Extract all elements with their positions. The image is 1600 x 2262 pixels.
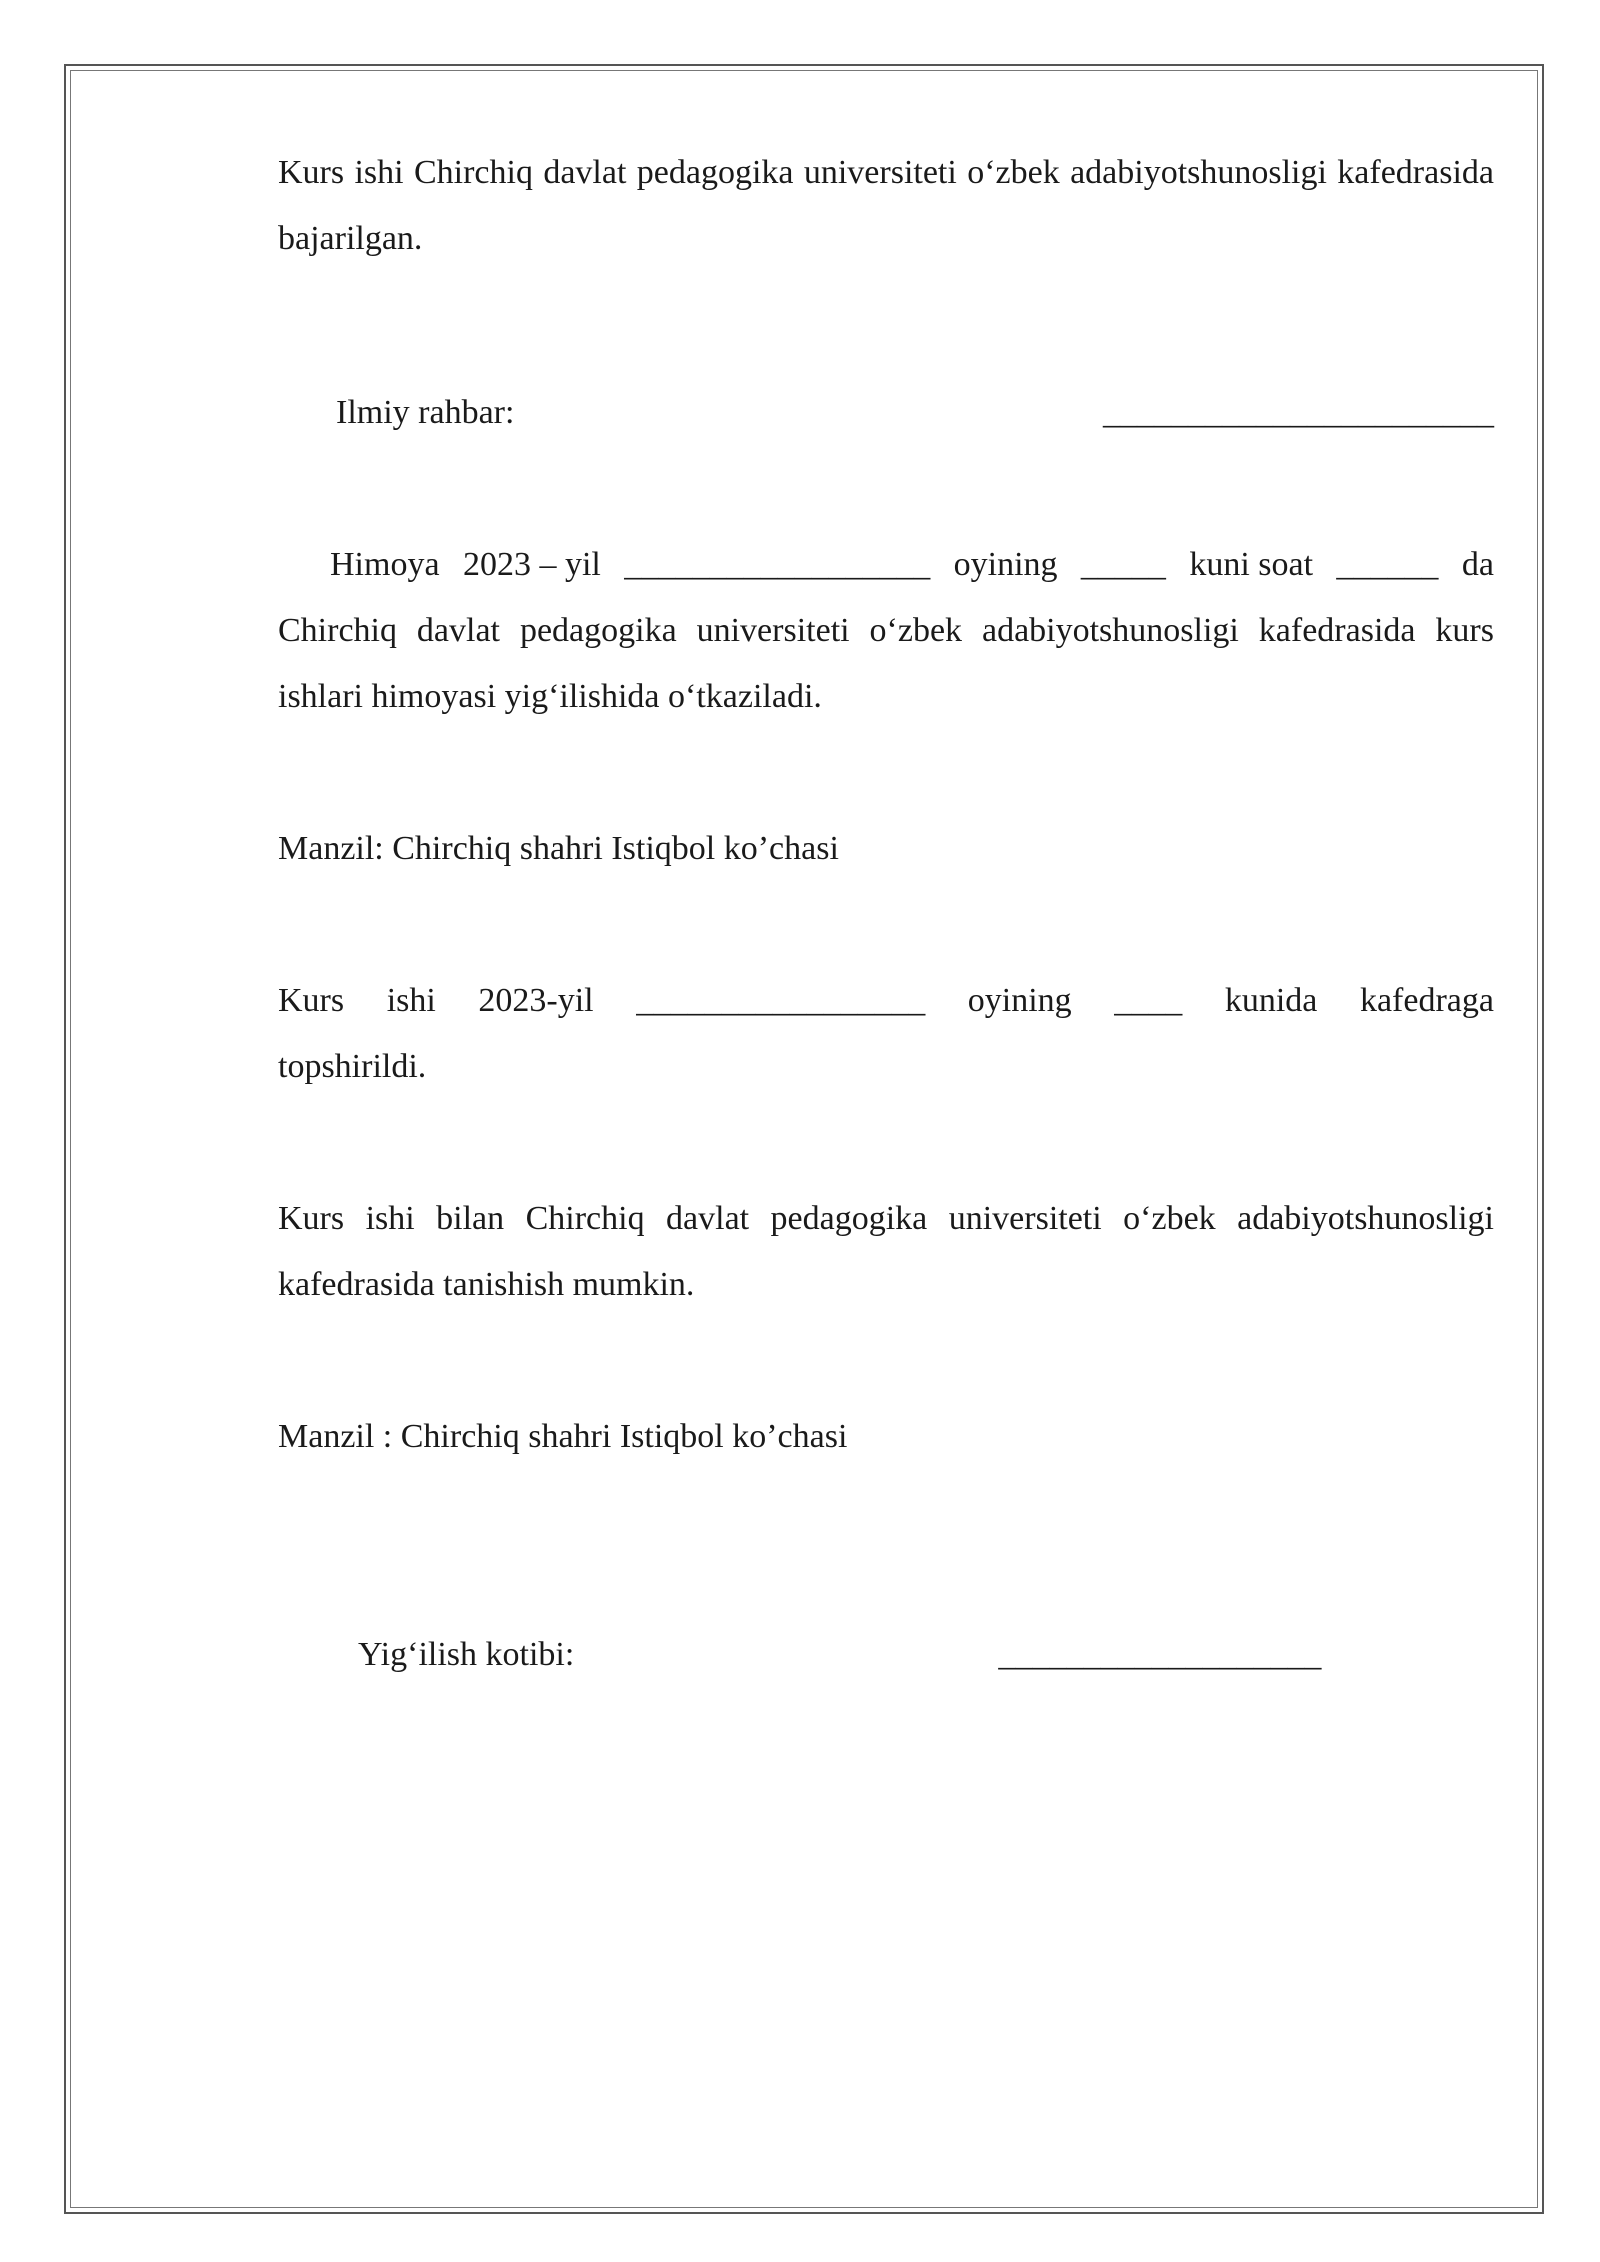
defense-day-blank: _____ <box>1080 546 1166 583</box>
submission-word-oyining: oyining <box>967 982 1072 1019</box>
defense-word-himoya: Himoya <box>330 546 440 583</box>
submission-day-blank: ____ <box>1114 982 1183 1019</box>
defense-word-year: 2023 – yil <box>462 546 601 583</box>
submission-word-ishi: ishi <box>386 982 436 1019</box>
document-body <box>278 140 1494 1688</box>
defense-first-line <box>278 532 1494 598</box>
address-line-2: Manzil : Chirchiq shahri Istiqbol ko’chasi <box>278 1418 848 1455</box>
address-line-1: Manzil: Chirchiq shahri Istiqbol ko’chasi <box>278 830 839 867</box>
submission-word-year: 2023-yil <box>478 982 594 1019</box>
defense-hour-blank: ______ <box>1336 546 1439 583</box>
submission-word-kunida: kunida <box>1224 982 1318 1019</box>
secretary-row <box>278 1622 1494 1688</box>
defense-month-blank: __________________ <box>624 546 931 583</box>
secretary-label: Yig‘ilish kotibi: <box>358 1636 575 1673</box>
supervisor-label: Ilmiy rahbar: <box>336 394 515 431</box>
submission-first-line <box>278 968 1494 1034</box>
defense-paragraph-rest: Chirchiq davlat pedagogika universiteti o‘zbek adabiyotshunosligi kafedrasida kurs ishlari himoyasi yig‘ilishida o‘tkaziladi. <box>278 612 1494 715</box>
supervisor-signature-blank: _______________________ <box>1103 394 1494 431</box>
submission-paragraph-rest: topshirildi. <box>278 1048 427 1085</box>
review-paragraph: Kurs ishi bilan Chirchiq davlat pedagogika universiteti o‘zbek adabiyotshunosligi kafedrasida tanishish mumkin. <box>278 1200 1494 1303</box>
defense-word-kuni-soat: kuni soat <box>1189 546 1314 583</box>
defense-word-oyining: oyining <box>953 546 1058 583</box>
defense-paragraph <box>278 532 1494 730</box>
secretary-signature-blank: ___________________ <box>998 1636 1322 1673</box>
submission-word-kafedraga: kafedraga <box>1359 982 1494 1019</box>
submission-month-blank: _________________ <box>636 982 926 1019</box>
supervisor-row <box>278 380 1494 446</box>
completion-paragraph: Kurs ishi Chirchiq davlat pedagogika universiteti o‘zbek adabiyotshunosligi kafedrasida bajarilgan. <box>278 154 1494 257</box>
defense-word-da: da <box>1461 546 1494 583</box>
submission-word-kurs: Kurs <box>278 982 345 1019</box>
submission-paragraph <box>278 968 1494 1100</box>
